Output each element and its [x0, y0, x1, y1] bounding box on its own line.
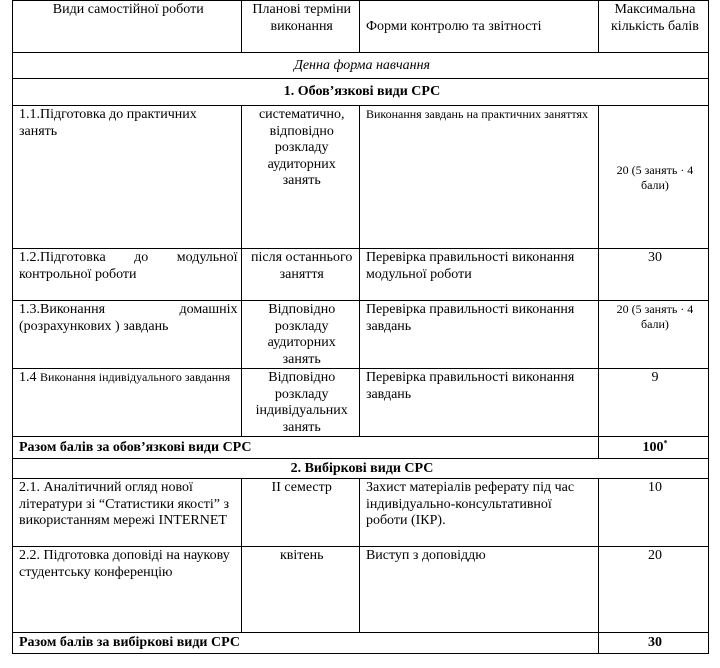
- table-row: [13, 106, 709, 249]
- table-row: [13, 479, 709, 547]
- section1-total-label: Разом балів за обов’язкові види СРС: [13, 437, 599, 459]
- control-cell: Перевірка правильності виконання модульної роботи: [359, 249, 598, 301]
- points-cell: 20 (5 занять · 4 бали): [598, 106, 708, 249]
- term-cell: Відповідно розкладу індивідуальних занять: [241, 369, 359, 437]
- work-type-cell: 2.1. Аналітичний огляд нової літератури зі “Статистики якості” з використанням мережі INTERNET: [13, 479, 242, 547]
- work-type-cell: 2.2. Підготовка доповіді на наукову студентську конференцію: [13, 547, 242, 633]
- points-cell: 20 (5 занять · 4 бали): [598, 301, 708, 369]
- section2-title-row: [13, 459, 709, 479]
- srs-table: [12, 0, 709, 654]
- work-number: 1.4: [19, 370, 37, 385]
- work-type-cell: [13, 369, 242, 437]
- term-cell: систематично, відповідно розкладу аудиторних занять: [241, 106, 359, 249]
- section2-total-label: Разом балів за вибіркові види СРС: [13, 633, 599, 654]
- study-form-row: [13, 53, 709, 79]
- work-type-cell: 1.3.Виконання домашніх (розрахункових ) завдань: [13, 301, 242, 369]
- section2-total-value: 30: [598, 633, 708, 654]
- control-cell: Перевірка правильності виконання завдань: [359, 369, 598, 437]
- table-row: [13, 547, 709, 633]
- section1-title-row: [13, 79, 709, 106]
- header-control-forms: Форми контролю та звітності: [359, 1, 598, 53]
- section1-total-number: 100: [642, 439, 664, 455]
- term-cell: ІІ семестр: [241, 479, 359, 547]
- section2-title: 2. Вибіркові види СРС: [13, 459, 709, 479]
- control-cell: Захист матеріалів реферату під час індивідуально-консультативної роботи (ІКР).: [359, 479, 598, 547]
- control-cell: Перевірка правильності виконання завдань: [359, 301, 598, 369]
- points-cell: 10: [598, 479, 708, 547]
- term-cell: Відповідно розкладу аудиторних занять: [241, 301, 359, 369]
- header-row: [13, 1, 709, 53]
- study-form: Денна форма навчання: [13, 53, 709, 79]
- table-row: [13, 249, 709, 301]
- header-work-types: Види самостійної роботи: [13, 1, 242, 53]
- points-cell: 9: [598, 369, 708, 437]
- work-type-cell: 1.1.Підготовка до практичних занять: [13, 106, 242, 249]
- header-max-points: Максимальна кількість балів: [598, 1, 708, 53]
- section1-total-row: [13, 437, 709, 459]
- work-type-cell: 1.2.Підготовка до модульної контрольної роботи: [13, 249, 242, 301]
- term-cell: після останнього заняття: [241, 249, 359, 301]
- header-planned-terms: Планові терміни виконання: [241, 1, 359, 53]
- control-cell: Виступ з доповіддю: [359, 547, 598, 633]
- section1-total-value: [598, 437, 708, 459]
- term-cell: квітень: [241, 547, 359, 633]
- table-row: [13, 301, 709, 369]
- section1-title: 1. Обов’язкові види СРС: [13, 79, 709, 106]
- control-cell: Виконання завдань на практичних заняттях: [359, 106, 598, 249]
- work-text: Виконання індивідуального завдання: [40, 370, 231, 384]
- section2-total-row: [13, 633, 709, 654]
- footnote-mark: *: [663, 438, 668, 448]
- table-row: [13, 369, 709, 437]
- points-cell: 20: [598, 547, 708, 633]
- points-cell: 30: [598, 249, 708, 301]
